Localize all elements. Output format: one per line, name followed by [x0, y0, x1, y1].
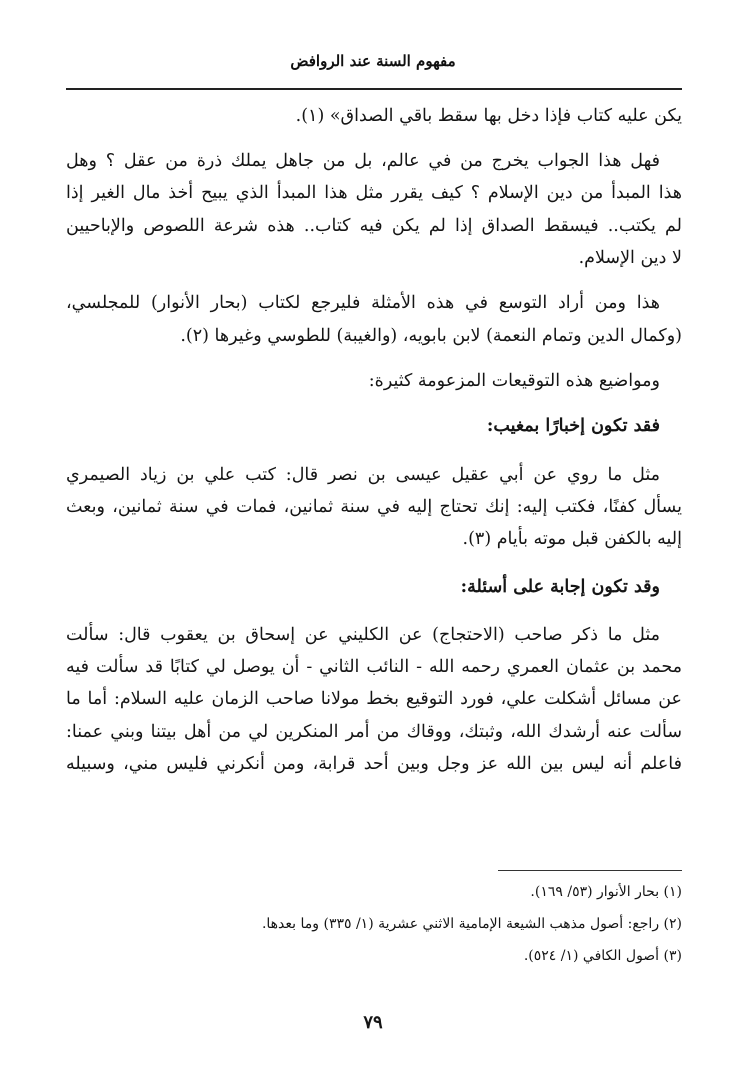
text-line: مثل ما روي عن أبي عقيل عيسى بن نصر قال: كتب علي بن زياد الصيمري [66, 465, 660, 485]
section-heading: فقد تكون إخبارًا بمغيب: [486, 416, 660, 436]
section-heading: وقد تكون إجابة على أسئلة: [460, 577, 660, 597]
footnote: (٢) راجع: أصول مذهب الشيعة الإمامية الاثني عشرية (١/ ٣٣٥) وما بعدها. [261, 916, 682, 932]
page-number: ٧٩ [363, 1012, 383, 1033]
text-line: مثل ما ذكر صاحب (الاحتجاج) عن الكليني عن إسحاق بن يعقوب قال: سألت [66, 625, 660, 645]
footnote: (٣) أصول الكافي (١/ ٥٢٤). [523, 948, 682, 964]
text-line: ومواضيع هذه التوقيعات المزعومة كثيرة: [368, 371, 660, 391]
running-header: مفهوم السنة عند الروافض [290, 52, 456, 70]
text-line: فهل هذا الجواب يخرج من في عالم، بل من جاهل يملك ذرة من عقل ؟ وهل [66, 151, 660, 171]
text-line: (وكمال الدين وتمام النعمة) لابن بابويه، (والغيبة) للطوسي وغيرها (٢). [180, 326, 682, 346]
text-line: هذا المبدأ من دين الإسلام ؟ كيف يقرر مثل هذا المبدأ الذي يبيح أخذ مال الغير إذا [66, 183, 682, 203]
text-line: فاعلم أنه ليس بين الله عز وجل وبين أحد قرابة، ومن أنكرني فليس مني، وسبيله [66, 754, 682, 774]
header-divider [66, 88, 682, 90]
footnote-divider [498, 870, 682, 871]
text-line: يسأل كفنًا، فكتب إليه: إنك تحتاج إليه في سنة ثمانين، فمات في سنة ثمانين، وبعث [66, 497, 682, 517]
text-line: هذا ومن أراد التوسع في هذه الأمثلة فليرجع لكتاب (بحار الأنوار) للمجلسي، [66, 293, 660, 313]
text-line: لم يكتب.. فيسقط الصداق إذا لم يكن فيه كتاب.. هذه شرعة اللصوص والإباحيين [66, 216, 682, 236]
text-line: لا دين الإسلام. [578, 248, 682, 268]
footnote: (١) بحار الأنوار (٥٣/ ١٦٩). [530, 884, 682, 900]
text-line: سألت عنه أرشدك الله، وثبتك، ووقاك من أمر المنكرين لي من أهل بيتنا وبني عمنا: [66, 722, 682, 742]
text-line: يكن عليه كتاب فإذا دخل بها سقط باقي الصداق» (١). [295, 106, 682, 126]
text-line: محمد بن عثمان العمري رحمه الله - النائب الثاني - أن يوصل لي كتابًا قد سألت فيه [66, 657, 682, 677]
text-line: عن مسائل أُشكلت علي، فورد التوقيع بخط مولانا صاحب الزمان عليه السلام: أما ما [66, 689, 682, 709]
text-line: إليه بالكفن قبل موته بأيام (٣). [462, 529, 682, 549]
